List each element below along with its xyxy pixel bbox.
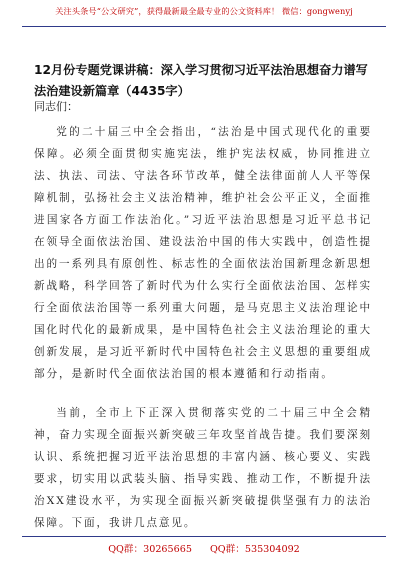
footer-qq-group-1: QQ群：30265665 — [108, 544, 192, 555]
footer — [0, 541, 408, 555]
header-banner: 关注头条号“公文研究”，获得最新最全最专业的公文资料库！ 微信：gongwenyj — [55, 6, 353, 16]
footer-qq-group-2: QQ群：535304092 — [209, 544, 300, 555]
header-divider — [22, 26, 386, 27]
document-title: 12月份专题党课讲稿：深入学习贯彻习近平法治思想奋力谱写法治建设新篇章（4435字） — [34, 63, 368, 98]
paragraph-1: 党的二十届三中全会指出，“法治是中国式现代化的重要保障。必须全面贯彻实施宪法，维护宪法权威，协同推进立法、执法、司法、守法各环节改革，健全法律面前人人平等保障机制，弘扬社会主义法治精神，维护社会公平正义，全面推进国家各方面工作法治化。”习近平法治思想是习近平总书记在领导全面依法治国、建设法治中国的伟大实践中，创造性提出的一系列具有原创性、标志性的全面依法治国新理念新思想新战略，科学回答了新时代为什么实行全面依法治国、怎样实行全面依法治国等一系列重大问题，是马克思主义法治理论中国化时代化的最新成果，是中国特色社会主义法治理论的重大创新发展，是习近平新时代中国特色社会主义思想的重要组成部分，是新时代全面依法治国的根本遵循和行动指南。 — [34, 126, 372, 380]
footer-divider — [22, 536, 386, 537]
paragraph-2: 当前，全市上下正深入贯彻落实党的二十届三中全会精神，奋力实现全面振兴新突破三年攻坚首战告捷。我们要深刻认识、系统把握习近平法治思想的丰富内涵、核心要义、实践要求，切实用以武装头脑、指导实践、推动工作，不断提升法治XX建设水平，为实现全面振兴新突破提供坚强有力的法治保障。下面，我讲几点意见。 — [34, 407, 372, 529]
greeting: 同志们： — [34, 100, 78, 113]
